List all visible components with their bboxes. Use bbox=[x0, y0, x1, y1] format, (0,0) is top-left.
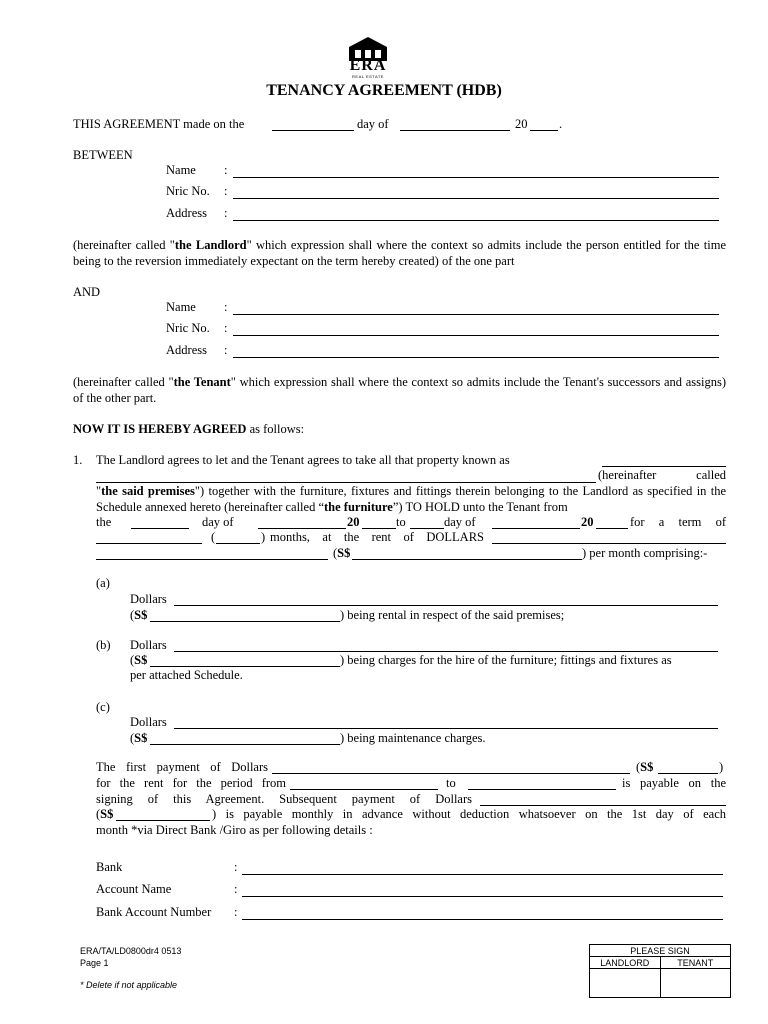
subsequent-payment-field[interactable] bbox=[480, 805, 726, 806]
sub-item-a-amount-field[interactable] bbox=[150, 621, 340, 622]
tenant-name-field[interactable] bbox=[233, 314, 719, 315]
term-start-day-field[interactable] bbox=[131, 528, 189, 529]
term-months-words-field[interactable] bbox=[96, 543, 202, 544]
rent-dollars-words-field-1[interactable] bbox=[492, 543, 726, 544]
logo-tagline: REAL ESTATE bbox=[352, 74, 384, 79]
tenant-sign-header: TENANT bbox=[660, 957, 731, 969]
footer-doc-ref: ERA/TA/LD0800dr4 0513 bbox=[80, 946, 182, 956]
tenant-clause: (hereinafter called "the Tenant" which expression shall where the context so admits include the Tenant's successors and assigns) of the other part. bbox=[73, 375, 727, 405]
sub-item-a-dollars-field[interactable] bbox=[174, 605, 718, 606]
subsequent-amount-field[interactable] bbox=[116, 820, 210, 821]
bank-label: Bank bbox=[96, 860, 123, 874]
term-start-year-field[interactable] bbox=[362, 528, 396, 529]
sub-item-c-amount-field[interactable] bbox=[150, 744, 340, 745]
account-name-label: Account Name bbox=[96, 882, 172, 896]
landlord-name-field[interactable] bbox=[233, 177, 719, 178]
first-payment-words-field[interactable] bbox=[272, 773, 630, 774]
intro-year-prefix: 20 bbox=[515, 117, 528, 131]
era-logo bbox=[345, 36, 391, 80]
tenant-name-label: Name bbox=[166, 300, 196, 314]
tenant-address-label: Address bbox=[166, 343, 207, 357]
term-start-month-field[interactable] bbox=[258, 528, 346, 529]
bank-field[interactable] bbox=[242, 874, 723, 875]
account-name-field[interactable] bbox=[242, 896, 723, 897]
landlord-address-field[interactable] bbox=[233, 220, 719, 221]
rent-period-from-field[interactable] bbox=[290, 789, 438, 790]
please-sign-header: PLEASE SIGN bbox=[590, 945, 731, 957]
and-heading: AND bbox=[73, 285, 101, 299]
rent-period-to-field[interactable] bbox=[468, 789, 616, 790]
first-payment-amount-field[interactable] bbox=[658, 773, 718, 774]
sub-item-b-amount-field[interactable] bbox=[150, 666, 340, 667]
term-end-year-field[interactable] bbox=[596, 528, 628, 529]
intro-day-of: day of bbox=[357, 117, 389, 131]
intro-text: THIS AGREEMENT made on the bbox=[73, 117, 245, 131]
term-end-day-field[interactable] bbox=[410, 528, 444, 529]
landlord-address-label: Address bbox=[166, 206, 207, 220]
landlord-nric-label: Nric No. bbox=[166, 184, 210, 198]
signature-box bbox=[589, 944, 731, 998]
term-end-month-field[interactable] bbox=[492, 528, 580, 529]
sub-item-b-label: (b) bbox=[96, 638, 111, 652]
sub-item-b-dollars-field[interactable] bbox=[174, 651, 718, 652]
landlord-sign-header: LANDLORD bbox=[590, 957, 661, 969]
clause1-intro: The Landlord agrees to let and the Tenant agrees to take all that property known as bbox=[96, 453, 510, 467]
logo-brand: ERA bbox=[349, 57, 387, 74]
clause1-number: 1. bbox=[73, 453, 83, 467]
account-number-field[interactable] bbox=[242, 919, 723, 920]
landlord-nric-field[interactable] bbox=[233, 198, 719, 199]
rent-dollars-words-field-2[interactable] bbox=[96, 559, 328, 560]
sub-item-c-dollars-field[interactable] bbox=[174, 728, 718, 729]
tenant-nric-label: Nric No. bbox=[166, 321, 210, 335]
tenant-address-field[interactable] bbox=[233, 357, 719, 358]
landlord-name-label: Name bbox=[166, 163, 196, 177]
clause1-premises-text: "the said premises") together with the furniture, fixtures and fittings therein belonging to the Landlord as specified in the Schedule annexed hereto (hereinafter called “the furniture”) TO HOLD unto the Tenant from bbox=[96, 484, 726, 514]
clause1-hereinafter: (hereinafter called bbox=[598, 468, 726, 482]
agreement-month-field[interactable] bbox=[400, 130, 510, 131]
footer-note: * Delete if not applicable bbox=[80, 980, 178, 990]
tenant-nric-field[interactable] bbox=[233, 335, 719, 336]
agreed-heading: NOW IT IS HEREBY AGREED as follows: bbox=[73, 422, 305, 436]
between-heading: BETWEEN bbox=[73, 148, 133, 162]
tenant-signature-cell[interactable] bbox=[660, 969, 731, 998]
agreement-date-field[interactable] bbox=[272, 130, 354, 131]
term-months-number-field[interactable] bbox=[216, 543, 260, 544]
landlord-signature-cell[interactable] bbox=[590, 969, 661, 998]
rent-amount-field[interactable] bbox=[352, 559, 582, 560]
landlord-clause: (hereinafter called "the Landlord" which expression shall where the context so admits include the person entitled for the time being to the reversion immediately expectant on the term hereby created) of the one part bbox=[73, 238, 726, 268]
property-address-field-1[interactable] bbox=[602, 466, 726, 467]
sub-item-a-label: (a) bbox=[96, 576, 110, 590]
agreement-year-field[interactable] bbox=[530, 130, 558, 131]
page-title: TENANCY AGREEMENT (HDB) bbox=[266, 82, 502, 99]
sub-item-c-label: (c) bbox=[96, 700, 110, 714]
account-number-label: Bank Account Number bbox=[96, 905, 212, 919]
footer-page-number: Page 1 bbox=[80, 958, 109, 968]
property-address-field-2[interactable] bbox=[96, 482, 596, 483]
